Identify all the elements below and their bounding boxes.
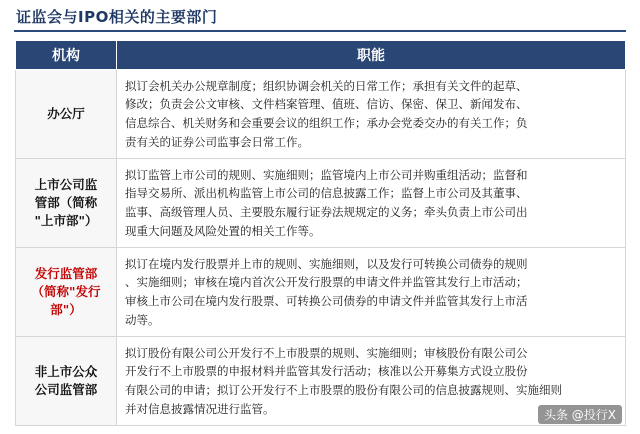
header-duty: 职能 — [117, 41, 626, 70]
title-divider — [14, 30, 626, 32]
org-cell: 发行监管部 （简称"发行 部"） — [16, 248, 117, 337]
org-cell: 非上市公众 公司监管部 — [16, 337, 117, 426]
duty-cell: 拟订监管上市公司的规则、实施细则；监管境内上市公司并购重组活动；监督和 指导交易所、派出机构监管上市公司的信息披露工作；监督上市公司及其董事、 监事、高级管理人员、主要股东履行证券法规规定的义务；牵头负责上市公司出 现重大问题及风险处置的相关工作等。 — [117, 159, 626, 248]
table-row — [16, 337, 626, 426]
departments-table — [15, 40, 626, 426]
header-org: 机构 — [16, 41, 117, 70]
duty-cell: 拟订在境内发行股票并上市的规则、实施细则，以及发行可转换公司债券的规则 、实施细则；审核在境内首次公开发行股票的申请文件并监管其发行上市活动； 审核上市公司在境内发行股票、可转换公司债券的申请文件并监管其发行上市活 动等。 — [117, 248, 626, 337]
org-cell: 办公厅 — [16, 70, 117, 159]
page-title: 证监会与IPO相关的主要部门 — [16, 8, 218, 26]
table-row — [16, 159, 626, 248]
duty-cell: 拟订会机关办公规章制度；组织协调会机关的日常工作；承担有关文件的起草、 修改；负责会公文审核、文件档案管理、值班、信访、保密、保卫、新闻发布、 信息综合、机关财务和会重要会议的组织工作；承办会党委交办的有关工作；负 责有关的证券公司监事会日常工作。 — [117, 70, 626, 159]
table-row — [16, 248, 626, 337]
watermark: 头条 @投行X — [538, 405, 622, 424]
duty-cell: 拟订股份有限公司公开发行不上市股票的规则、实施细则；审核股份有限公司公 开发行不上市股票的申报材料并监管其发行活动；核准以公开募集方式设立股份 有限公司的申请；拟订公开发行不上市股票的股份有限公司的信息披露规则、实施细则 并对信息披露情况进行监管。 — [117, 337, 626, 426]
table-row — [16, 70, 626, 159]
org-cell: 上市公司监 管部（简称 "上市部"） — [16, 159, 117, 248]
table-header-row — [16, 41, 626, 70]
